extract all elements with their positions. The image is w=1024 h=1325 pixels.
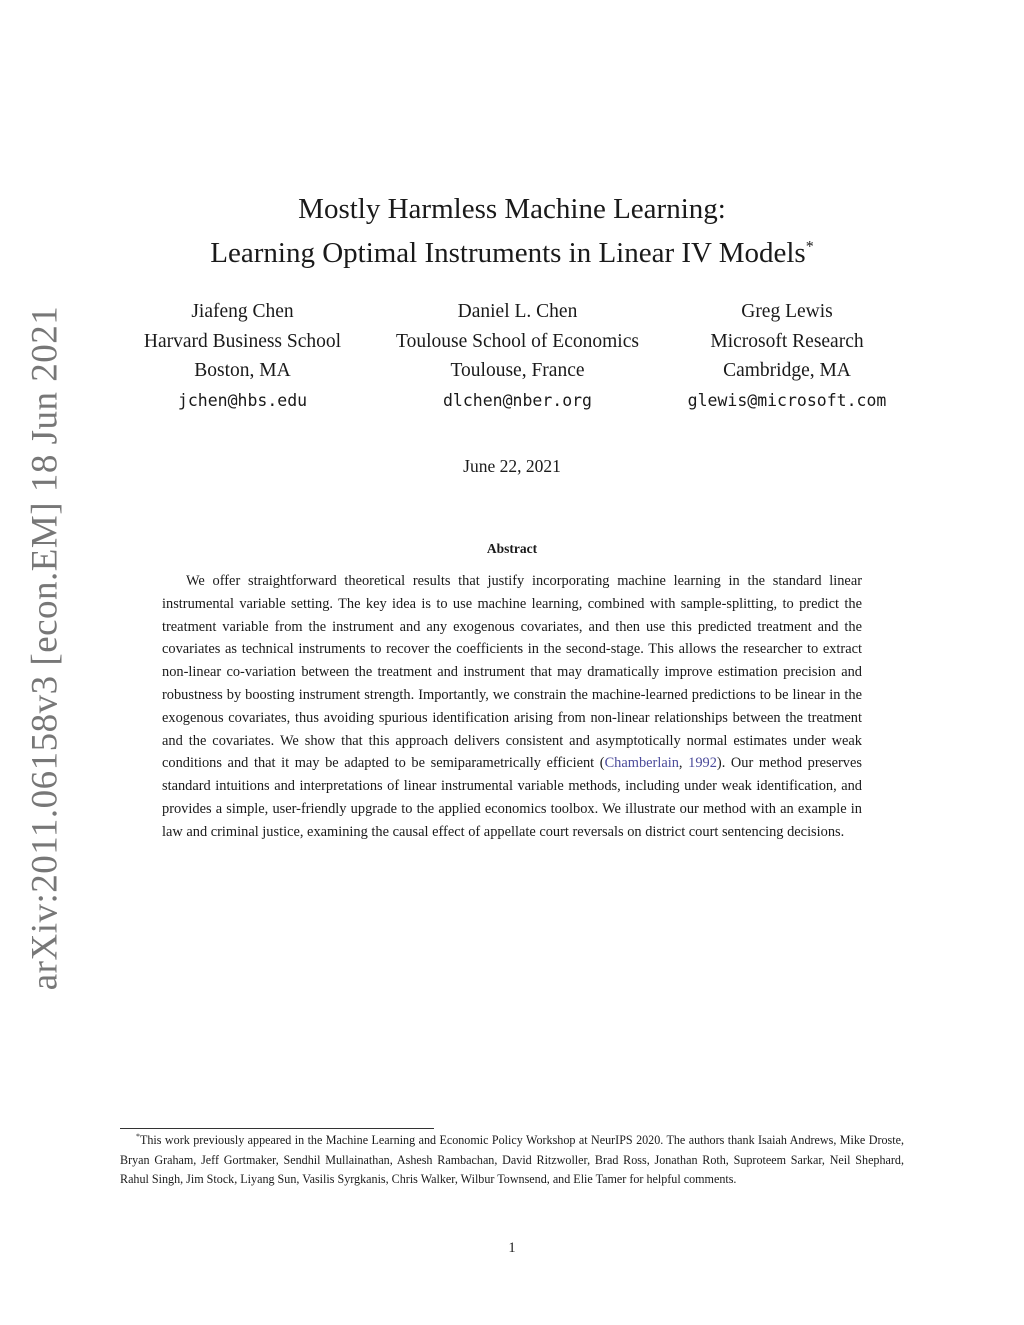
author-email: dlchen@nber.org bbox=[442, 390, 592, 410]
publication-date: June 22, 2021 bbox=[463, 456, 561, 476]
page-number: 1 bbox=[508, 1240, 516, 1256]
author-location: Toulouse, France bbox=[450, 360, 585, 381]
title-line-2 bbox=[0, 231, 1024, 275]
footnote-divider bbox=[120, 1128, 434, 1129]
abstract-text-part-2: ). Our method preserves standard intuitions and interpretations of linear instrumental variable methods, including under weak identification, and provides a simple, user-friendly upgrade to the applied economics toolbox. We illustrate our method with an example in law and criminal justice, examining the causal effect of appellate court reversals on district court sentencing decisions. bbox=[162, 755, 862, 840]
paper-title bbox=[0, 187, 1024, 275]
citation-link-author[interactable]: Chamberlain bbox=[604, 755, 679, 772]
author-location: Boston, MA bbox=[194, 360, 291, 381]
abstract-body bbox=[162, 570, 862, 844]
author-affiliation: Microsoft Research bbox=[710, 330, 864, 352]
author-affiliation: Harvard Business School bbox=[143, 330, 342, 352]
title-line-1: Mostly Harmless Machine Learning: bbox=[298, 193, 726, 225]
author-affiliation: Toulouse School of Economics bbox=[396, 330, 639, 352]
author-name: Greg Lewis bbox=[741, 301, 833, 322]
author-block-1 bbox=[110, 297, 375, 415]
author-block-3 bbox=[660, 297, 914, 415]
abstract-heading: Abstract bbox=[486, 541, 538, 556]
citation-link-year[interactable]: 1992 bbox=[688, 755, 717, 772]
author-email: jchen@hbs.edu bbox=[177, 390, 308, 410]
author-email: glewis@microsoft.com bbox=[687, 390, 887, 410]
title-footnote-marker[interactable]: * bbox=[805, 238, 814, 256]
footnote bbox=[120, 1131, 904, 1190]
title-line-2-text: Learning Optimal Instruments in Linear IV Models bbox=[210, 237, 806, 269]
author-name: Daniel L. Chen bbox=[457, 301, 578, 322]
author-name: Jiafeng Chen bbox=[191, 301, 294, 322]
footnote-marker: * bbox=[136, 1131, 140, 1141]
abstract-text-part-1: We offer straightforward theoretical results that justify incorporating machine learning in the standard linear instrumental variable setting. The key idea is to use machine learning, combined with sample-splitting, to predict the treatment variable from the instrument and any exogenous covariates, and then use this predicted treatment and the covariates as technical instruments to recover the coefficients in the second-stage. This allows the researcher to extract non-linear co-variation between the treatment and instrument that may dramatically improve estimation precision and robustness by boosting instrument strength. Importantly, we constrain the machine-learned predictions to be linear in the exogenous covariates, thus avoiding spurious identification arising from non-linear relationships between the treatment and the covariates. We show that this approach delivers consistent and asymptotically normal estimates under weak conditions and that it may be adapted to be semiparametrically efficient ( bbox=[162, 573, 862, 772]
arxiv-identifier-stamp: arXiv:2011.06158v3 [econ.EM] 18 Jun 2021 bbox=[24, 305, 66, 991]
author-block-2 bbox=[385, 297, 650, 415]
author-location: Cambridge, MA bbox=[723, 360, 851, 381]
citation-separator: , bbox=[678, 755, 689, 772]
footnote-text: This work previously appeared in the Machine Learning and Economic Policy Workshop at NeurIPS 2020. The authors thank Isaiah Andrews, Mike Droste, Bryan Graham, Jeff Gortmaker, Sendhil Mullainathan, Ashesh Rambachan, David Ritzwoller, Brad Ross, Jonathan Roth, Suproteem Sarkar, Neil Shephard, Rahul Singh, Jim Stock, Liyang Sun, Vasilis Syrgkanis, Chris Walker, Wilbur Townsend, and Elie Tamer for helpful comments. bbox=[120, 1133, 904, 1187]
